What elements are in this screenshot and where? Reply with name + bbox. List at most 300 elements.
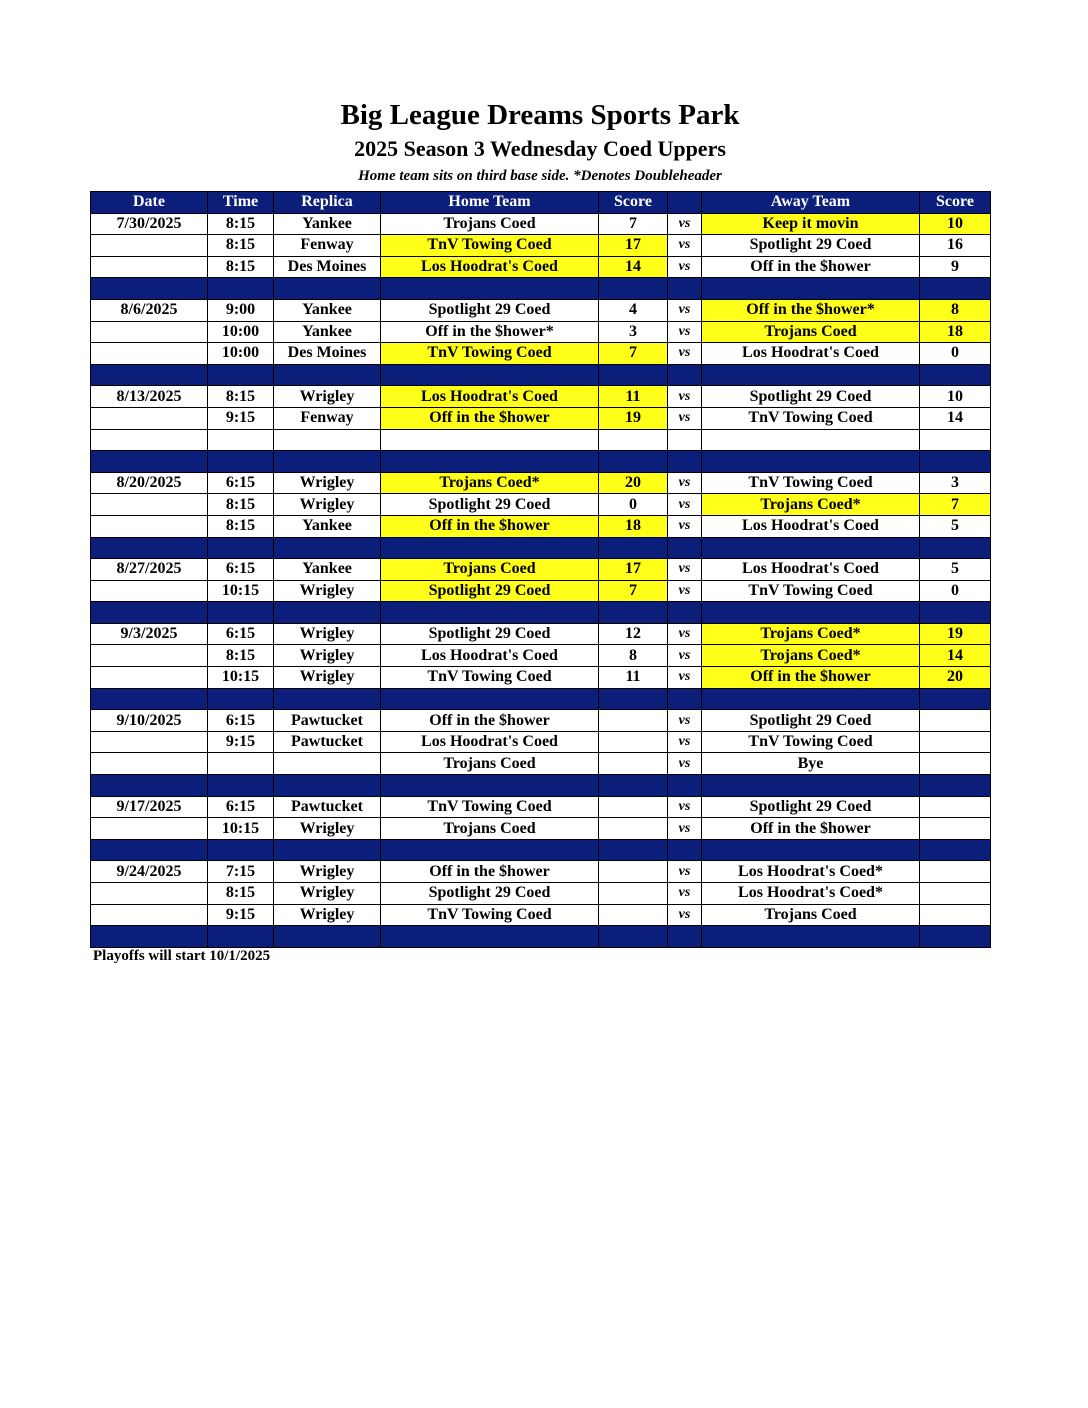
home-team-cell: TnV Towing Coed: [381, 235, 599, 257]
home-score-cell: 7: [599, 213, 668, 235]
home-team-cell: Los Hoodrat's Coed: [381, 256, 599, 278]
separator-cell: [599, 451, 668, 473]
date-cell: [91, 407, 208, 429]
home-score-cell: 20: [599, 472, 668, 494]
separator-cell: [920, 688, 991, 710]
away-score-cell: [920, 861, 991, 883]
schedule-note: Home team sits on third base side. *Denotes Doubleheader: [358, 168, 722, 184]
vs-cell: vs: [668, 667, 702, 689]
away-team-cell: Off in the $hower*: [702, 299, 920, 321]
time-cell: 7:15: [208, 861, 274, 883]
time-cell: 8:15: [208, 645, 274, 667]
schedule-table: [90, 191, 991, 948]
away-score-cell: 10: [920, 386, 991, 408]
replica-cell: Des Moines: [274, 256, 381, 278]
separator-cell: [91, 364, 208, 386]
time-cell: 8:15: [208, 515, 274, 537]
time-cell: 10:15: [208, 818, 274, 840]
vs-cell: vs: [668, 580, 702, 602]
separator-cell: [702, 537, 920, 559]
replica-cell: Wrigley: [274, 623, 381, 645]
table-row: [91, 580, 991, 602]
header-time: Time: [208, 192, 274, 214]
table-row: [91, 818, 991, 840]
away-team-cell: Off in the $hower: [702, 256, 920, 278]
away-score-cell: 8: [920, 299, 991, 321]
home-team-cell: Trojans Coed*: [381, 472, 599, 494]
separator-cell: [91, 775, 208, 797]
date-cell: [91, 645, 208, 667]
separator-cell: [274, 451, 381, 473]
replica-cell: Pawtucket: [274, 710, 381, 732]
away-team-cell: Keep it movin: [702, 213, 920, 235]
home-score-cell: 4: [599, 299, 668, 321]
vs-cell: [668, 429, 702, 451]
away-team-cell: Spotlight 29 Coed: [702, 235, 920, 257]
home-team-cell: TnV Towing Coed: [381, 904, 599, 926]
time-cell: 8:15: [208, 235, 274, 257]
away-team-cell: Spotlight 29 Coed: [702, 710, 920, 732]
date-cell: 9/10/2025: [91, 710, 208, 732]
separator-cell: [599, 839, 668, 861]
home-team-cell: Spotlight 29 Coed: [381, 580, 599, 602]
home-score-cell: 8: [599, 645, 668, 667]
time-cell: [208, 429, 274, 451]
away-team-cell: Trojans Coed*: [702, 494, 920, 516]
separator-cell: [381, 688, 599, 710]
replica-cell: Wrigley: [274, 883, 381, 905]
separator-cell: [920, 364, 991, 386]
replica-cell: Fenway: [274, 235, 381, 257]
separator-cell: [599, 278, 668, 300]
vs-cell: vs: [668, 386, 702, 408]
replica-cell: Yankee: [274, 213, 381, 235]
replica-cell: [274, 753, 381, 775]
header-date: Date: [91, 192, 208, 214]
date-cell: [91, 515, 208, 537]
away-team-cell: Spotlight 29 Coed: [702, 796, 920, 818]
separator-cell: [599, 602, 668, 624]
away-score-cell: [920, 731, 991, 753]
separator-cell: [702, 926, 920, 948]
replica-cell: Yankee: [274, 515, 381, 537]
vs-cell: vs: [668, 904, 702, 926]
separator-row: [91, 926, 991, 948]
separator-cell: [208, 364, 274, 386]
home-team-cell: Off in the $hower: [381, 515, 599, 537]
home-team-cell: Off in the $hower: [381, 861, 599, 883]
time-cell: 10:00: [208, 343, 274, 365]
time-cell: 9:15: [208, 904, 274, 926]
table-row: [91, 731, 991, 753]
separator-cell: [599, 926, 668, 948]
separator-cell: [208, 451, 274, 473]
separator-cell: [920, 451, 991, 473]
time-cell: 10:15: [208, 580, 274, 602]
away-team-cell: Los Hoodrat's Coed*: [702, 861, 920, 883]
away-score-cell: [920, 710, 991, 732]
replica-cell: Pawtucket: [274, 796, 381, 818]
home-score-cell: [599, 904, 668, 926]
vs-cell: vs: [668, 494, 702, 516]
time-cell: 6:15: [208, 796, 274, 818]
time-cell: 8:15: [208, 386, 274, 408]
table-row: [91, 494, 991, 516]
time-cell: 6:15: [208, 710, 274, 732]
home-score-cell: [599, 429, 668, 451]
vs-cell: vs: [668, 710, 702, 732]
date-cell: 9/17/2025: [91, 796, 208, 818]
table-row: [91, 515, 991, 537]
date-cell: [91, 429, 208, 451]
separator-cell: [274, 839, 381, 861]
date-cell: [91, 321, 208, 343]
separator-cell: [381, 775, 599, 797]
away-team-cell: Trojans Coed*: [702, 623, 920, 645]
vs-cell: vs: [668, 515, 702, 537]
away-team-cell: Los Hoodrat's Coed: [702, 559, 920, 581]
home-score-cell: 17: [599, 559, 668, 581]
home-team-cell: Trojans Coed: [381, 753, 599, 775]
date-cell: [91, 667, 208, 689]
table-row: [91, 386, 991, 408]
home-score-cell: 12: [599, 623, 668, 645]
home-score-cell: 11: [599, 386, 668, 408]
separator-cell: [668, 688, 702, 710]
separator-cell: [599, 688, 668, 710]
separator-cell: [91, 451, 208, 473]
away-team-cell: Trojans Coed: [702, 904, 920, 926]
date-cell: [91, 580, 208, 602]
replica-cell: Wrigley: [274, 818, 381, 840]
separator-cell: [208, 926, 274, 948]
time-cell: 6:15: [208, 559, 274, 581]
separator-row: [91, 278, 991, 300]
separator-cell: [274, 364, 381, 386]
vs-cell: vs: [668, 213, 702, 235]
replica-cell: Wrigley: [274, 667, 381, 689]
vs-cell: vs: [668, 731, 702, 753]
home-score-cell: 0: [599, 494, 668, 516]
away-team-cell: Spotlight 29 Coed: [702, 386, 920, 408]
separator-row: [91, 602, 991, 624]
separator-cell: [702, 278, 920, 300]
separator-cell: [91, 688, 208, 710]
home-team-cell: TnV Towing Coed: [381, 667, 599, 689]
home-score-cell: [599, 818, 668, 840]
separator-cell: [702, 602, 920, 624]
time-cell: 8:15: [208, 256, 274, 278]
away-team-cell: Off in the $hower: [702, 818, 920, 840]
separator-cell: [920, 537, 991, 559]
date-cell: [91, 818, 208, 840]
separator-cell: [702, 688, 920, 710]
separator-row: [91, 364, 991, 386]
home-team-cell: Los Hoodrat's Coed: [381, 731, 599, 753]
home-team-cell: Spotlight 29 Coed: [381, 299, 599, 321]
replica-cell: Yankee: [274, 321, 381, 343]
vs-cell: vs: [668, 235, 702, 257]
date-cell: 9/3/2025: [91, 623, 208, 645]
home-team-cell: Off in the $hower: [381, 407, 599, 429]
away-team-cell: Bye: [702, 753, 920, 775]
time-cell: 10:15: [208, 667, 274, 689]
separator-cell: [668, 839, 702, 861]
table-row: [91, 623, 991, 645]
away-team-cell: TnV Towing Coed: [702, 731, 920, 753]
header-home-score: Score: [599, 192, 668, 214]
replica-cell: Wrigley: [274, 580, 381, 602]
separator-cell: [91, 537, 208, 559]
home-team-cell: Off in the $hower*: [381, 321, 599, 343]
away-score-cell: [920, 883, 991, 905]
replica-cell: Wrigley: [274, 386, 381, 408]
date-cell: 8/13/2025: [91, 386, 208, 408]
table-row: [91, 861, 991, 883]
home-team-cell: Trojans Coed: [381, 559, 599, 581]
separator-cell: [668, 451, 702, 473]
away-score-cell: 0: [920, 580, 991, 602]
home-score-cell: 11: [599, 667, 668, 689]
table-row: [91, 299, 991, 321]
home-score-cell: 7: [599, 343, 668, 365]
separator-cell: [599, 537, 668, 559]
replica-cell: Yankee: [274, 299, 381, 321]
vs-cell: vs: [668, 645, 702, 667]
separator-cell: [274, 537, 381, 559]
date-cell: 9/24/2025: [91, 861, 208, 883]
away-team-cell: TnV Towing Coed: [702, 407, 920, 429]
page-subtitle: 2025 Season 3 Wednesday Coed Uppers: [354, 136, 726, 161]
home-team-cell: [381, 429, 599, 451]
away-score-cell: 3: [920, 472, 991, 494]
playoffs-note: Playoffs will start 10/1/2025: [93, 948, 271, 964]
away-score-cell: 20: [920, 667, 991, 689]
home-team-cell: TnV Towing Coed: [381, 343, 599, 365]
time-cell: 6:15: [208, 472, 274, 494]
replica-cell: Wrigley: [274, 861, 381, 883]
separator-cell: [920, 839, 991, 861]
separator-cell: [274, 602, 381, 624]
home-score-cell: [599, 796, 668, 818]
home-team-cell: Trojans Coed: [381, 213, 599, 235]
table-row: [91, 645, 991, 667]
time-cell: [208, 753, 274, 775]
table-row: [91, 753, 991, 775]
replica-cell: Yankee: [274, 559, 381, 581]
away-team-cell: Off in the $hower: [702, 667, 920, 689]
separator-cell: [381, 839, 599, 861]
vs-cell: vs: [668, 883, 702, 905]
home-score-cell: 19: [599, 407, 668, 429]
away-team-cell: [702, 429, 920, 451]
separator-cell: [920, 602, 991, 624]
date-cell: 8/20/2025: [91, 472, 208, 494]
separator-cell: [702, 775, 920, 797]
away-score-cell: 19: [920, 623, 991, 645]
away-score-cell: 14: [920, 645, 991, 667]
separator-cell: [381, 602, 599, 624]
away-team-cell: TnV Towing Coed: [702, 472, 920, 494]
replica-cell: Wrigley: [274, 472, 381, 494]
table-row: [91, 321, 991, 343]
home-team-cell: Trojans Coed: [381, 818, 599, 840]
separator-cell: [91, 602, 208, 624]
away-score-cell: [920, 818, 991, 840]
away-score-cell: [920, 753, 991, 775]
vs-cell: vs: [668, 559, 702, 581]
away-team-cell: Los Hoodrat's Coed: [702, 515, 920, 537]
separator-cell: [599, 364, 668, 386]
separator-row: [91, 688, 991, 710]
replica-cell: [274, 429, 381, 451]
time-cell: 6:15: [208, 623, 274, 645]
time-cell: 8:15: [208, 883, 274, 905]
table-row: [91, 235, 991, 257]
away-team-cell: TnV Towing Coed: [702, 580, 920, 602]
separator-cell: [381, 278, 599, 300]
separator-row: [91, 775, 991, 797]
header-away-score: Score: [920, 192, 991, 214]
home-team-cell: Spotlight 29 Coed: [381, 883, 599, 905]
away-score-cell: [920, 429, 991, 451]
home-score-cell: [599, 753, 668, 775]
separator-row: [91, 451, 991, 473]
separator-cell: [668, 537, 702, 559]
away-team-cell: Los Hoodrat's Coed: [702, 343, 920, 365]
date-cell: [91, 494, 208, 516]
separator-cell: [381, 537, 599, 559]
time-cell: 8:15: [208, 494, 274, 516]
time-cell: 9:00: [208, 299, 274, 321]
date-cell: [91, 343, 208, 365]
separator-cell: [381, 364, 599, 386]
header-vs: [668, 192, 702, 214]
separator-cell: [702, 839, 920, 861]
separator-cell: [208, 688, 274, 710]
date-cell: [91, 883, 208, 905]
away-score-cell: 5: [920, 515, 991, 537]
separator-cell: [91, 839, 208, 861]
date-cell: 7/30/2025: [91, 213, 208, 235]
away-score-cell: 7: [920, 494, 991, 516]
vs-cell: vs: [668, 343, 702, 365]
replica-cell: Pawtucket: [274, 731, 381, 753]
separator-cell: [920, 775, 991, 797]
table-row: [91, 559, 991, 581]
separator-cell: [274, 926, 381, 948]
separator-cell: [668, 926, 702, 948]
table-row: [91, 407, 991, 429]
schedule-body: [91, 213, 991, 947]
home-score-cell: 14: [599, 256, 668, 278]
home-score-cell: 7: [599, 580, 668, 602]
away-score-cell: 0: [920, 343, 991, 365]
header-away-team: Away Team: [702, 192, 920, 214]
separator-cell: [381, 926, 599, 948]
away-team-cell: Los Hoodrat's Coed*: [702, 883, 920, 905]
table-row: [91, 256, 991, 278]
away-score-cell: [920, 904, 991, 926]
table-row: [91, 429, 991, 451]
date-cell: [91, 731, 208, 753]
vs-cell: vs: [668, 321, 702, 343]
home-team-cell: Spotlight 29 Coed: [381, 494, 599, 516]
vs-cell: vs: [668, 407, 702, 429]
separator-cell: [274, 278, 381, 300]
home-team-cell: Off in the $hower: [381, 710, 599, 732]
separator-cell: [274, 775, 381, 797]
table-row: [91, 883, 991, 905]
away-score-cell: 10: [920, 213, 991, 235]
replica-cell: Wrigley: [274, 645, 381, 667]
table-row: [91, 710, 991, 732]
vs-cell: vs: [668, 299, 702, 321]
home-team-cell: Los Hoodrat's Coed: [381, 645, 599, 667]
separator-cell: [208, 602, 274, 624]
home-team-cell: TnV Towing Coed: [381, 796, 599, 818]
home-score-cell: [599, 861, 668, 883]
time-cell: 8:15: [208, 213, 274, 235]
separator-cell: [668, 364, 702, 386]
vs-cell: vs: [668, 861, 702, 883]
table-row: [91, 472, 991, 494]
header-row: [91, 192, 991, 214]
header-home-team: Home Team: [381, 192, 599, 214]
replica-cell: Des Moines: [274, 343, 381, 365]
separator-cell: [920, 278, 991, 300]
header-replica: Replica: [274, 192, 381, 214]
away-score-cell: 9: [920, 256, 991, 278]
vs-cell: vs: [668, 753, 702, 775]
vs-cell: vs: [668, 256, 702, 278]
separator-cell: [702, 364, 920, 386]
separator-cell: [208, 278, 274, 300]
separator-cell: [91, 278, 208, 300]
separator-cell: [668, 602, 702, 624]
time-cell: 10:00: [208, 321, 274, 343]
home-score-cell: [599, 731, 668, 753]
date-cell: 8/6/2025: [91, 299, 208, 321]
home-score-cell: [599, 883, 668, 905]
separator-row: [91, 839, 991, 861]
separator-cell: [274, 688, 381, 710]
away-score-cell: 16: [920, 235, 991, 257]
home-team-cell: Los Hoodrat's Coed: [381, 386, 599, 408]
table-row: [91, 343, 991, 365]
replica-cell: Wrigley: [274, 494, 381, 516]
away-score-cell: 5: [920, 559, 991, 581]
separator-cell: [208, 775, 274, 797]
vs-cell: vs: [668, 796, 702, 818]
table-row: [91, 796, 991, 818]
vs-cell: vs: [668, 472, 702, 494]
date-cell: [91, 256, 208, 278]
separator-row: [91, 537, 991, 559]
separator-cell: [920, 926, 991, 948]
home-team-cell: Spotlight 29 Coed: [381, 623, 599, 645]
home-score-cell: 18: [599, 515, 668, 537]
time-cell: 9:15: [208, 731, 274, 753]
separator-cell: [668, 775, 702, 797]
date-cell: [91, 753, 208, 775]
time-cell: 9:15: [208, 407, 274, 429]
away-team-cell: Trojans Coed: [702, 321, 920, 343]
date-cell: [91, 904, 208, 926]
separator-cell: [599, 775, 668, 797]
replica-cell: Fenway: [274, 407, 381, 429]
table-row: [91, 667, 991, 689]
